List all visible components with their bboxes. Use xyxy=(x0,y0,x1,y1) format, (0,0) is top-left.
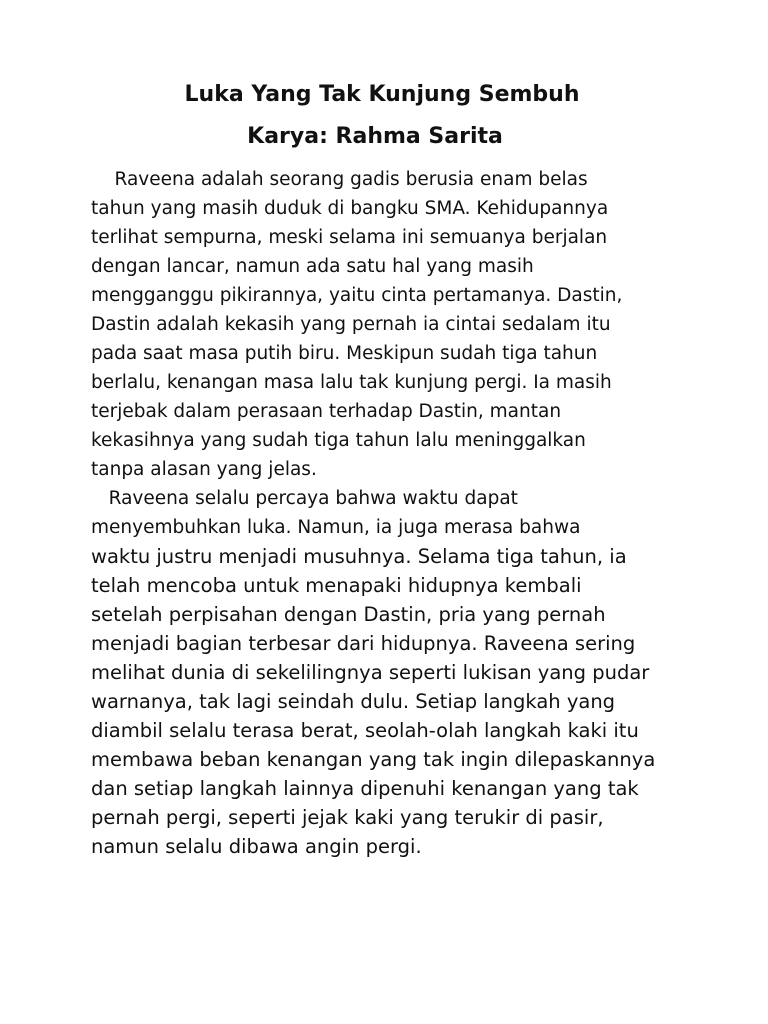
text-line: pada saat masa putih biru. Meskipun sudah tiga tahun xyxy=(91,343,598,364)
text-line: diambil selalu terasa berat, seolah-olah langkah kaki itu xyxy=(91,719,639,742)
text-line: terjebak dalam perasaan terhadap Dastin, mantan xyxy=(91,401,562,422)
text-line: tahun yang masih duduk di bangku SMA. Kehidupannya xyxy=(91,198,609,219)
text-line: Raveena selalu percaya bahwa waktu dapat xyxy=(91,488,518,509)
text-line: pernah pergi, seperti jejak kaki yang terukir di pasir, xyxy=(91,806,604,829)
text-line: berlalu, kenangan masa lalu tak kunjung pergi. Ia masih xyxy=(91,372,612,393)
text-line: telah mencoba untuk menapaki hidupnya kembali xyxy=(91,574,582,597)
author-line: Karya: Rahma Sarita xyxy=(247,124,503,149)
text-line: dan setiap langkah lainnya dipenuhi kenangan yang tak xyxy=(91,777,639,800)
text-line: menyembuhkan luka. Namun, ia juga merasa bahwa xyxy=(91,517,581,538)
text-line: mengganggu pikirannya, yaitu cinta pertamanya. Dastin, xyxy=(91,285,623,306)
text-line: terlihat sempurna, meski selama ini semuanya berjalan xyxy=(91,227,608,248)
text-line: warnanya, tak lagi seindah dulu. Setiap langkah yang xyxy=(91,690,616,713)
text-line: Dastin adalah kekasih yang pernah ia cintai sedalam itu xyxy=(91,314,611,335)
text-line: dengan lancar, namun ada satu hal yang masih xyxy=(91,256,534,277)
text-line: namun selalu dibawa angin pergi. xyxy=(91,835,422,858)
text-line: menjadi bagian terbesar dari hidupnya. Raveena sering xyxy=(91,632,636,655)
text-line: Raveena adalah seorang gadis berusia enam belas xyxy=(91,169,588,190)
text-line: waktu justru menjadi musuhnya. Selama tiga tahun, ia xyxy=(91,545,627,568)
text-line: membawa beban kenangan yang tak ingin dilepaskannya xyxy=(91,748,656,771)
text-line: kekasihnya yang sudah tiga tahun lalu meninggalkan xyxy=(91,430,586,451)
text-line: setelah perpisahan dengan Dastin, pria yang pernah xyxy=(91,603,606,626)
text-line: melihat dunia di sekelilingnya seperti lukisan yang pudar xyxy=(91,661,650,684)
story-body xyxy=(91,165,731,861)
text-line: tanpa alasan yang jelas. xyxy=(91,459,317,480)
document-title: Luka Yang Tak Kunjung Sembuh xyxy=(184,82,580,107)
